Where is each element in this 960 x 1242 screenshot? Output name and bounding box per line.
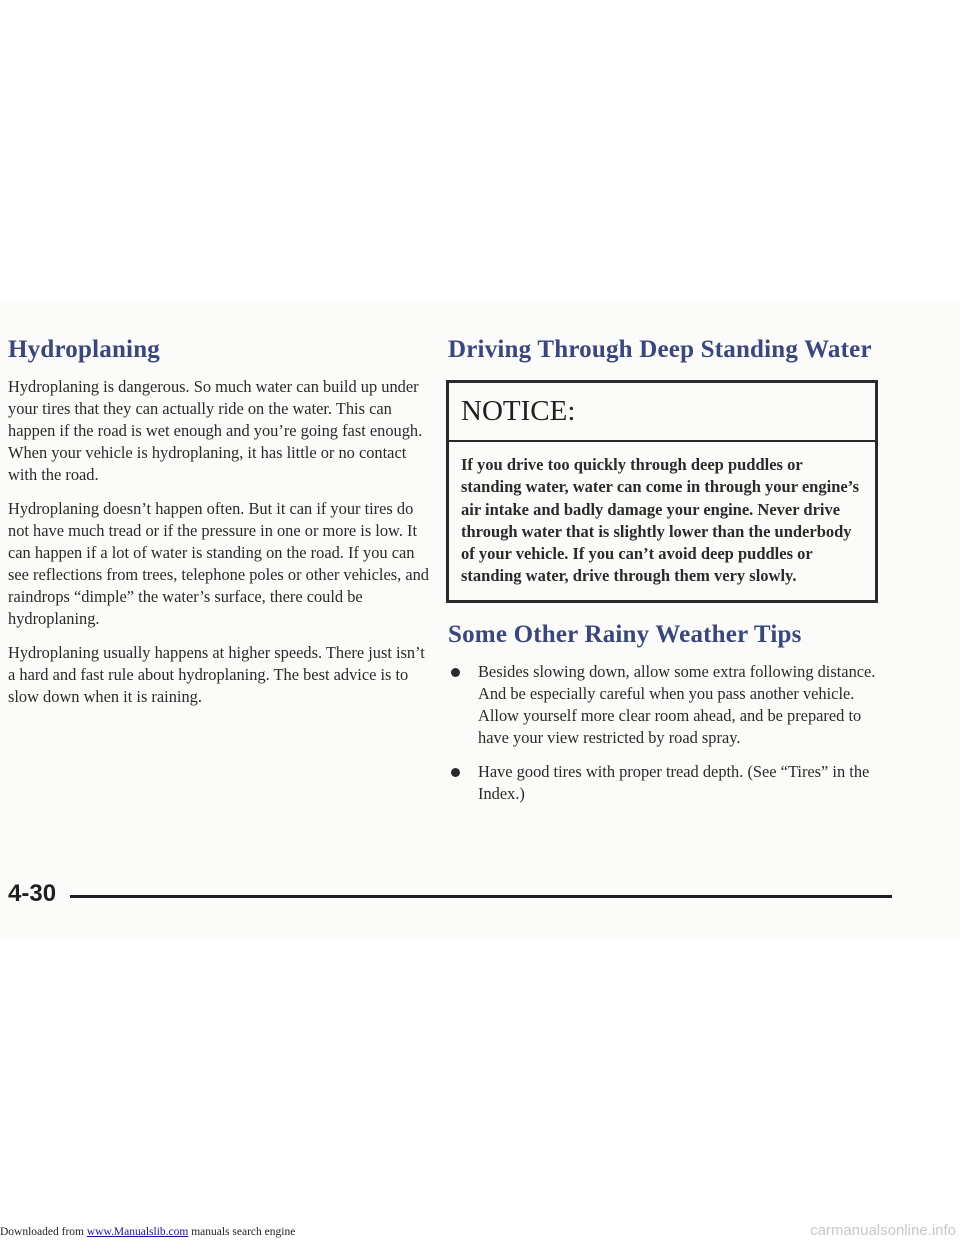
watermark: carmanualsonline.info (810, 1222, 956, 1239)
page-number: 4-30 (8, 880, 57, 907)
bullet-icon (451, 668, 460, 677)
download-prefix: Downloaded from (0, 1226, 87, 1238)
download-suffix: manuals search engine (188, 1226, 296, 1238)
hydroplaning-heading: Hydroplaning (8, 336, 160, 363)
list-item (448, 661, 886, 749)
rainy-tips-list (440, 661, 886, 805)
hydroplaning-paragraph-1: Hydroplaning is dangerous. So much water can build up under your tires that they can actually ride on the water. This can happen if the road is wet enough and you’re going fast enough. When your vehicle is hydroplaning, it has little or no contact with the road. (8, 377, 423, 484)
manualslib-link[interactable]: www.Manualslib.com (86, 1226, 189, 1238)
download-notice (0, 1226, 295, 1238)
tip-text: Have good tires with proper tread depth. (See “Tires” in the Index.) (478, 761, 870, 803)
bullet-icon (451, 768, 460, 777)
right-column (440, 336, 886, 817)
notice-body: If you drive too quickly through deep puddles or standing water, water can come in through your engine’s air intake and badly damage your engine. Never drive through water that is slightly lower than the underbody of your vehicle. If you can’t avoid deep puddles or standing water, drive through them very slowly. (461, 455, 859, 586)
left-column (8, 336, 436, 720)
notice-box (446, 380, 878, 603)
tip-text: Besides slowing down, allow some extra following distance. And be especially careful when you pass another vehicle. Allow yourself more clear room ahead, and be prepared to have your view restricted by road spray. (478, 661, 876, 747)
footer-rule (70, 895, 892, 898)
list-item (448, 761, 886, 805)
page-footer (8, 880, 888, 910)
rainy-tips-heading: Some Other Rainy Weather Tips (448, 620, 802, 648)
hydroplaning-paragraph-2: Hydroplaning doesn’t happen often. But it can if your tires do not have much tread or if the pressure in one or more is low. It can happen if a lot of water is standing on the road. If you can see reflections from trees, telephone poles or other vehicles, and raindrops “dimple” the water’s surface, there could be hydroplaning. (8, 499, 429, 628)
deep-water-heading: Driving Through Deep Standing Water (448, 336, 872, 363)
hydroplaning-paragraph-3: Hydroplaning usually happens at higher speeds. There just isn’t a hard and fast rule about hydroplaning. The best advice is to slow down when it is raining. (8, 643, 425, 706)
notice-title: NOTICE: (449, 383, 875, 442)
